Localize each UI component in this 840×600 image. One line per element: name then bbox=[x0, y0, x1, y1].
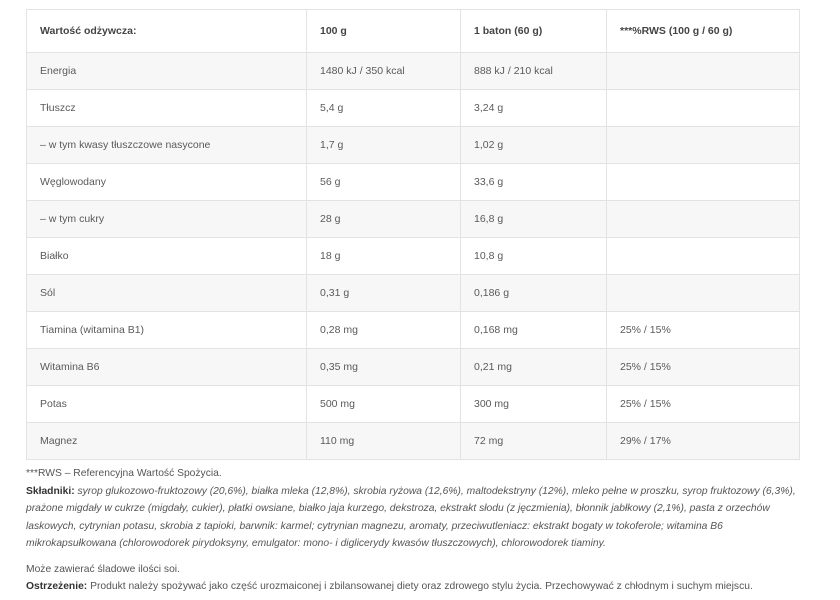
ingredients-paragraph bbox=[26, 483, 796, 553]
value-bar: 10,8 g bbox=[461, 238, 607, 275]
nutrient-name: Witamina B6 bbox=[27, 349, 307, 386]
value-100g: 1,7 g bbox=[307, 127, 461, 164]
header-nutrient: Wartość odżywcza: bbox=[27, 10, 307, 53]
table-row bbox=[27, 53, 800, 90]
value-100g: 28 g bbox=[307, 201, 461, 238]
value-bar: 16,8 g bbox=[461, 201, 607, 238]
warning-label: Ostrzeżenie: bbox=[26, 581, 88, 592]
ingredients-text: syrop glukozowo-fruktozowy (20,6%), białka mleka (12,8%), skrobia ryżowa (12,6%), maltodekstryny (12%), mleko pełne w proszku, syrop fruktozowy (6,3%), prażone migdały w cukrze (migdały, cukier), płatki owsiane, białko jaja kurzego, dekstroza, ekstrakt słodu (z jęczmienia), błonnik jabłkowy (2,1%), pasta z orzechów laskowych, cytrynian potasu, skrobia z tapioki, barwnik: karmel; cytrynian magnezu, aromaty, przeciwutleniacz: ekstrakt bogaty w tokoferole; witamina B6 mikrokapsułkowana (chlorowodorek pirydoksyny, emulgator: mono- i diglicerydy kwasów tłuszczowych), chlorowodorek tiaminy. bbox=[26, 485, 796, 549]
table-header-row bbox=[27, 10, 800, 53]
header-rws: ***%RWS (100 g / 60 g) bbox=[607, 10, 800, 53]
nutrient-name: Potas bbox=[27, 386, 307, 423]
value-100g: 0,31 g bbox=[307, 275, 461, 312]
value-rws: 29% / 17% bbox=[607, 423, 800, 460]
nutrient-name: Węglowodany bbox=[27, 164, 307, 201]
product-info bbox=[26, 9, 800, 596]
ingredients-label: Składniki: bbox=[26, 485, 75, 497]
value-rws: 25% / 15% bbox=[607, 349, 800, 386]
value-100g: 110 mg bbox=[307, 423, 461, 460]
value-bar: 0,186 g bbox=[461, 275, 607, 312]
value-rws: 25% / 15% bbox=[607, 312, 800, 349]
product-notes bbox=[26, 465, 796, 596]
value-rws: 25% / 15% bbox=[607, 386, 800, 423]
value-rws bbox=[607, 275, 800, 312]
table-row bbox=[27, 312, 800, 349]
value-rws bbox=[607, 238, 800, 275]
warning-text: Produkt należy spożywać jako część urozmaiconej i zbilansowanej diety oraz zdrowego stylu życia. Przechowywać z chłodnym i suchym miejscu. bbox=[87, 581, 753, 592]
value-rws bbox=[607, 90, 800, 127]
table-row bbox=[27, 164, 800, 201]
value-bar: 33,6 g bbox=[461, 164, 607, 201]
table-row bbox=[27, 386, 800, 423]
value-rws bbox=[607, 127, 800, 164]
table-row bbox=[27, 238, 800, 275]
table-row bbox=[27, 127, 800, 164]
table-row bbox=[27, 201, 800, 238]
table-row bbox=[27, 275, 800, 312]
value-100g: 0,28 mg bbox=[307, 312, 461, 349]
nutrient-name: Sól bbox=[27, 275, 307, 312]
table-row bbox=[27, 423, 800, 460]
value-100g: 500 mg bbox=[307, 386, 461, 423]
value-100g: 56 g bbox=[307, 164, 461, 201]
nutrient-name: Białko bbox=[27, 238, 307, 275]
warning-paragraph bbox=[26, 578, 796, 596]
value-100g: 0,35 mg bbox=[307, 349, 461, 386]
nutrient-name: Magnez bbox=[27, 423, 307, 460]
table-row bbox=[27, 349, 800, 386]
spacer bbox=[26, 553, 796, 561]
nutrient-name: Energia bbox=[27, 53, 307, 90]
value-100g: 1480 kJ / 350 kcal bbox=[307, 53, 461, 90]
value-bar: 0,21 mg bbox=[461, 349, 607, 386]
header-per-bar: 1 baton (60 g) bbox=[461, 10, 607, 53]
value-100g: 5,4 g bbox=[307, 90, 461, 127]
value-rws bbox=[607, 201, 800, 238]
value-bar: 3,24 g bbox=[461, 90, 607, 127]
nutrient-name: – w tym cukry bbox=[27, 201, 307, 238]
nutrition-table bbox=[26, 9, 800, 460]
nutrient-name: Tiamina (witamina B1) bbox=[27, 312, 307, 349]
value-bar: 300 mg bbox=[461, 386, 607, 423]
value-bar: 72 mg bbox=[461, 423, 607, 460]
traces-note: Może zawierać śladowe ilości soi. bbox=[26, 563, 180, 575]
value-rws bbox=[607, 164, 800, 201]
value-bar: 0,168 mg bbox=[461, 312, 607, 349]
header-per-100g: 100 g bbox=[307, 10, 461, 53]
nutrient-name: Tłuszcz bbox=[27, 90, 307, 127]
table-row bbox=[27, 90, 800, 127]
value-bar: 888 kJ / 210 kcal bbox=[461, 53, 607, 90]
value-100g: 18 g bbox=[307, 238, 461, 275]
value-bar: 1,02 g bbox=[461, 127, 607, 164]
value-rws bbox=[607, 53, 800, 90]
nutrient-name: – w tym kwasy tłuszczowe nasycone bbox=[27, 127, 307, 164]
rws-footnote: ***RWS – Referencyjna Wartość Spożycia. bbox=[26, 468, 222, 479]
